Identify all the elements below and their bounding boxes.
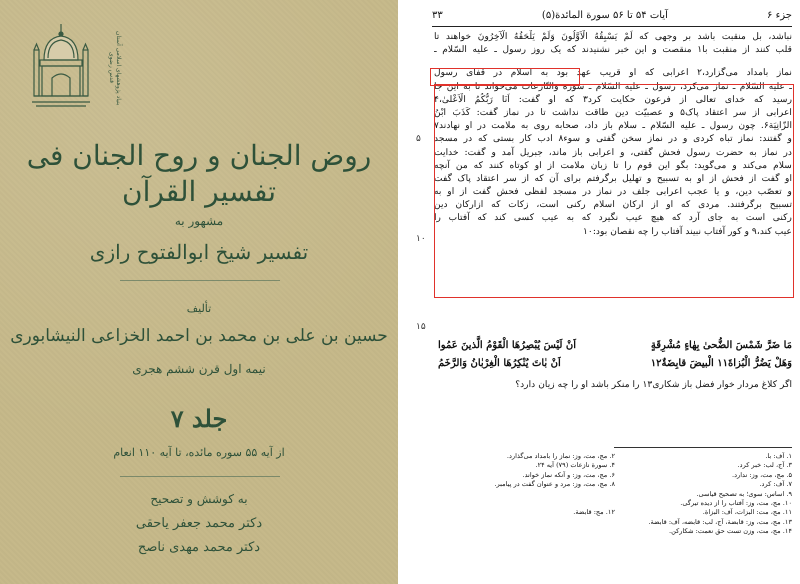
verse-line — [438, 340, 792, 351]
footnotes — [438, 452, 792, 537]
footnote: ۷. آف: کرد. — [759, 480, 792, 489]
text-line: ـ علیه السّلام ـ نماز می‌کرد، رسول ـ علیه السّلام ـ سورة والنّازعات می‌خواند تا به این جا — [434, 80, 792, 92]
line-number: ۱۰ — [416, 234, 426, 244]
cover-divider — [120, 280, 280, 281]
cover-mashhur-label: مشهور به — [174, 214, 224, 228]
footnote: ۵. مج، مت، وز: ندارد. — [731, 470, 792, 479]
shrine-emblem-icon — [30, 20, 92, 110]
line-number-margin — [414, 0, 430, 584]
text-line: الزّانِیَة۶. چون رسول ـ علیه السّلام ـ سلام باز داد، صحابه روی به ملامت در او نهادند۷ — [434, 120, 792, 132]
footnote-row — [438, 499, 792, 508]
footnote: ۳. آج، لب: خبر کرد. — [737, 461, 792, 470]
text-line: رسید که خدای تعالی از فرعون حکایت کرد۳ که او گفت: اَنَا رَبُّکُمُ الْاَعْلیٰ،۴ — [434, 93, 792, 105]
header-surah: آیات ۵۴ تا ۵۶ سورة المائدة(۵) — [541, 9, 668, 21]
footnote-rule — [614, 447, 792, 448]
footnote: ۹. اساس: سوی؛ به تصحیح قیاسی. — [696, 489, 792, 498]
footnote — [438, 527, 615, 536]
cover-tafsir-name: تفسیر شیخ ابوالفتوح رازی — [89, 240, 309, 264]
publisher-emblem-text: بنیاد پژوهشهای اسلامی آستان قدس رضوی — [108, 30, 122, 106]
text-line: سلام می‌کند و می‌گوید: بگو این قوم را تا زبان ملامت از او کوتاه کنند که من آنچه — [434, 159, 792, 171]
header-juz: جزء ۶ — [767, 9, 792, 21]
verse-line — [438, 358, 792, 369]
verse-hemistich: اَنْ لَیْسَ یُبْصِرُهَا الْقَوْمُ الَّذینَ عَمُوا — [438, 340, 577, 351]
text-line: نباشد، بل منقبت باشد بر وجهی که لَمْ یَسْبِقُهُ الْاَوَّلُونَ وَلَمْ یَلْحَقُهُ الْآخِرُونَ خواهند تا — [434, 31, 792, 42]
text-line: و گفتند: نماز تباه کردی و در نماز سخن گفتی و سوء۸ ادب کار بستی که در مسجد — [434, 133, 792, 145]
footnote-row — [438, 508, 792, 517]
footnote-row — [438, 490, 792, 499]
cover-author-era: نیمه اول قرن ششم هجری — [132, 362, 266, 376]
header-page-number: ۳۳ — [432, 9, 443, 21]
page-header — [432, 6, 792, 24]
footnote: ۱۱. مج، مت: البزات، آف: البزاة. — [702, 508, 792, 517]
cover-editor-2: دکتر محمد مهدی ناصح — [137, 540, 261, 555]
footnote — [438, 518, 615, 527]
header-rule — [432, 26, 792, 27]
text-line: تسبیح برگرفتند. مردی که او از ارکان اسلام رکنی است، زکات که ازارکان دین — [434, 199, 792, 211]
verse-hemistich: مَا ضَرَّ شَمْسَ الضُّحیٰ بِهٰاءٍ مُشْرِقَةٍ — [650, 340, 792, 351]
text-line: اعرابی از سر اعتقاد پاک۵ و عصبیّت دین طاقت نداشت تا در نماز گفت: کَذَبَ ابْنُ — [434, 106, 792, 118]
text-line: قلب کنند از منقبت با۱ منقصت و این خبر نشنیدند که یک روز رسول ـ علیه السّلام ـ — [434, 44, 792, 56]
footnote — [438, 499, 615, 508]
line-number: ۱۵ — [416, 322, 426, 332]
footnote: ۱۴. مج، مت، وزن تست حق نعمت: شکارکن. — [668, 527, 792, 536]
footnote: ۲. مج، مت، وز: نماز را بامداد می‌گذارد. — [506, 452, 615, 460]
cover-talif-label: تألیف — [186, 302, 212, 315]
footnote-row — [438, 527, 792, 536]
highlight-box — [434, 84, 794, 298]
footnote: ۴. سورة نازعات (۷۹) آیه ۲۴. — [535, 461, 615, 470]
footnote-row — [438, 452, 792, 461]
cover-title: روض الجنان و روح الجنان فی تفسیر القرآن — [26, 139, 372, 208]
footnote-row — [438, 480, 792, 489]
footnote-row — [438, 518, 792, 527]
cover-verse-range: از آیه ۵۵ سوره مائده، تا آیه ۱۱۰ انعام — [113, 446, 285, 459]
line-number: ۵ — [416, 134, 421, 144]
footnote: ۸. مج، مت، وز: مرد و عنوان گفت در پیامبر. — [494, 480, 615, 489]
cover-volume: جلد ۷ — [170, 404, 228, 433]
footnote — [438, 490, 615, 499]
verse-hemistich: اَنْ بٰاتَ یُنْکِرُهَا الْغِرْبٰانُ وَالرَّخَمُ — [438, 358, 561, 369]
footnote-row — [438, 471, 792, 480]
text-line: نماز بامداد می‌گزارد،۲ اعرابی که او قریب عهد بود به اسلام در قفای رسول — [434, 67, 792, 79]
text-page — [414, 0, 800, 584]
text-line: اگر کلاغ مردار خوار فضل باز شکاری۱۳ را منکر باشد او را چه زیان دارد؟ — [515, 379, 792, 390]
footnote-row — [438, 461, 792, 470]
footnote: ۱. آف: با. — [765, 452, 792, 460]
footnote: ۱۳. مج، مت، وز: قابضة، آج، لب: قابضه، آف: قابضة. — [648, 517, 792, 526]
footnote: ۱۲. مج: قابضة. — [573, 508, 615, 517]
cover-editors-label: به کوشش و تصحیح — [150, 492, 248, 506]
text-line: و تعصّب دین، و یا عجب اعرابی جلف در نماز در مسجد لفظی فحش گفت از او به — [434, 186, 792, 198]
cover-divider — [120, 476, 280, 477]
text-line: رکنی است به جای آرد که هیچ عیب نگیرد که به عیب کسی کند که آفتاب را — [434, 212, 792, 224]
book-cover — [0, 0, 398, 584]
footnote: ۶. مج، مت، وز: و آنکه نماز خواند. — [522, 470, 615, 479]
text-line: در نماز به حضرت رسول فحش گفتی، و اعرابی باز ماند، جبریل آمد و گفت: خدایت — [434, 146, 792, 158]
cover-editor-1: دکتر محمد جعفر یاحقی — [135, 516, 263, 531]
footnote: ۱۰. مج، مت، وز: آفتاب را از دیده تیرگی. — [680, 499, 792, 508]
cover-author: حسین بن علی بن محمد بن احمد الخزاعی النیشابوری — [10, 326, 388, 346]
text-line: عیب کند،۹ و کور آفتاب نبیند آفتاب را چه نقصان بود:۱۰ — [582, 225, 792, 237]
verse-hemistich: وَهَلْ یَضُرُّ الْبُزاةَ۱۱ الْبیضَ قابِضَةٌ۱۲ — [650, 358, 792, 369]
text-line: او گفت از فحش از او به تسبیح و تهلیل برگرفتم برای آن که از سر اعتقاد پاک گفت — [434, 172, 792, 184]
